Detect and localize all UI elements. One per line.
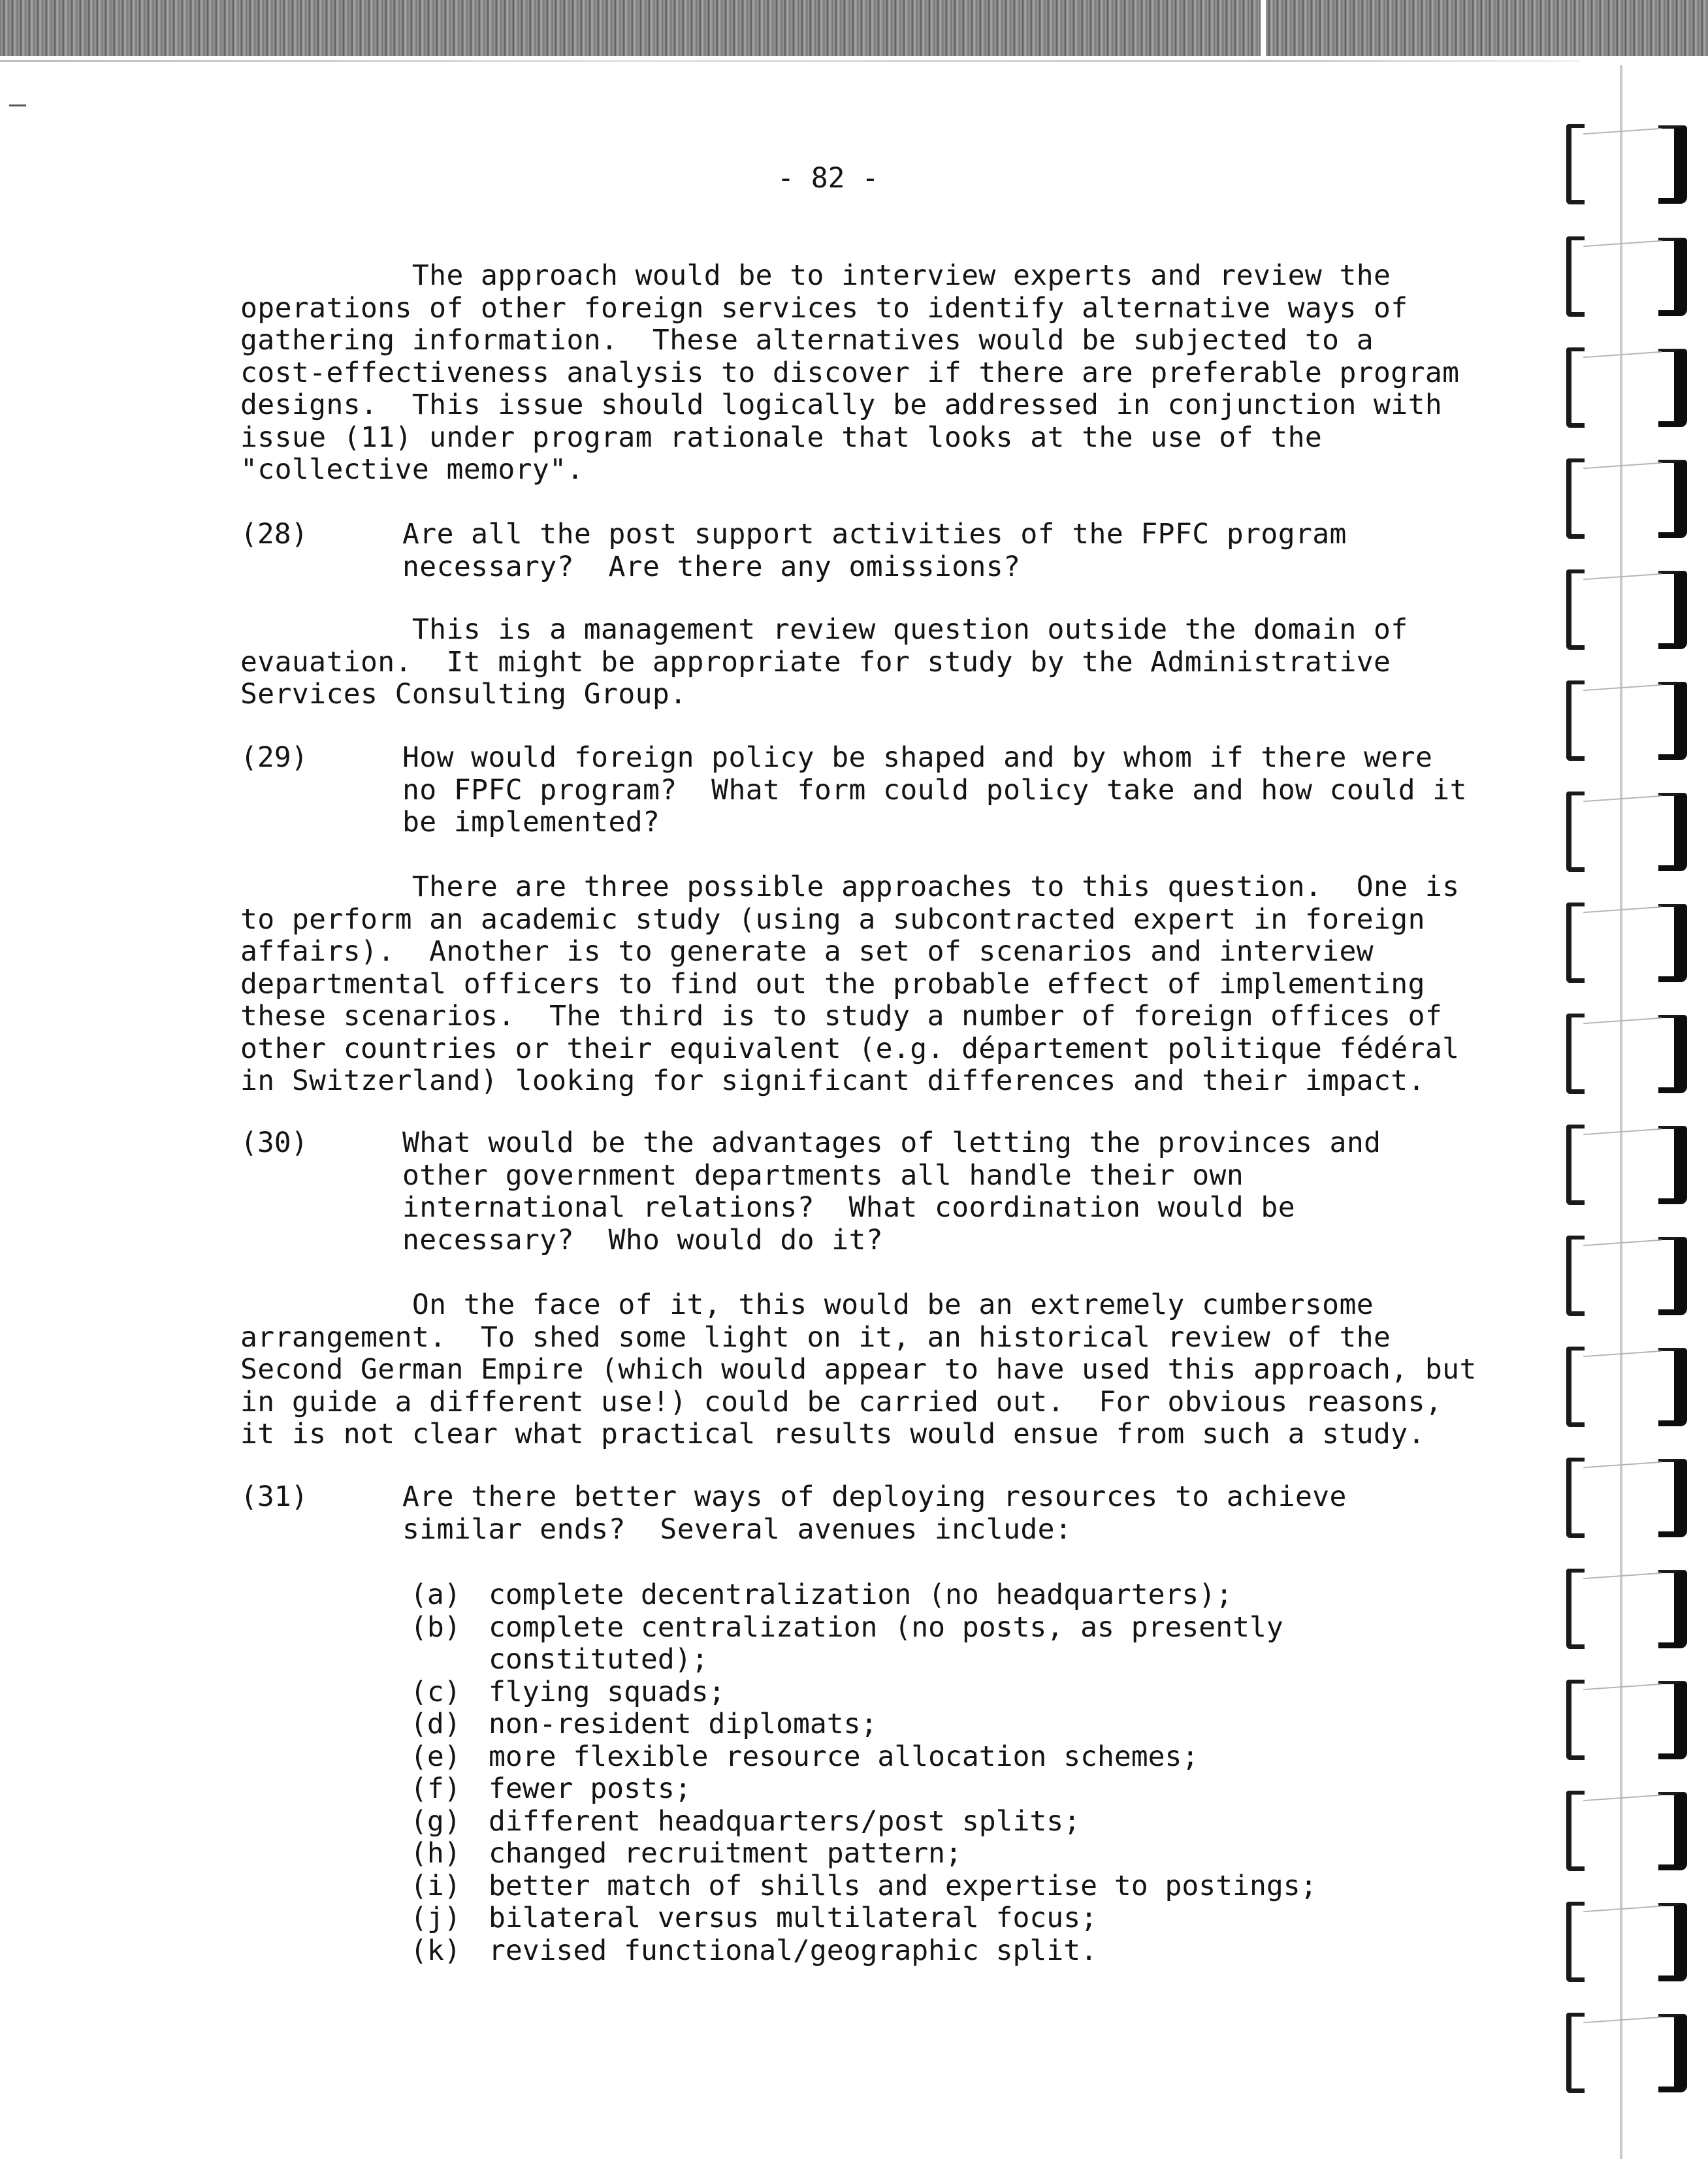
binding-ring (1566, 458, 1687, 536)
stray-mark (9, 104, 26, 106)
paragraph-approach: The approach would be to interview experts and review the operations of other foreign services to identify alternative ways of gathering information. These alternatives would be subjected to a cost-effectiveness analysis to discover if there are preferable program designs. This issue should logically be addressed in conjunction with issue (11) under program rationale that looks at the use of the "collective memory". (240, 259, 1460, 486)
binding-ring (1566, 2013, 1687, 2090)
list-item-label: (d) (410, 1708, 461, 1740)
binding-ring (1566, 124, 1687, 201)
paragraph-management-review: This is a management review question outside the domain of evauation. It might be appropriate for study by the Administrative Services Consulting Group. (240, 613, 1408, 711)
list-item-text: changed recruitment pattern; (489, 1837, 962, 1870)
question-31-text: Are there better ways of deploying resources to achieve similar ends? Several avenues include: (402, 1480, 1347, 1546)
binding-ring (1566, 1569, 1687, 1646)
binding-ring (1566, 680, 1687, 758)
paragraph-cumbersome-arrangement: On the face of it, this would be an extremely cumbersome arrangement. To shed some light on it, an historical review of the Second German Empire (which would appear to have used this approach, but in guide a different use!) could be carried out. For obvious reasons, it is not clear what practical results would ensue from such a study. (240, 1288, 1477, 1450)
list-item-text: different headquarters/post splits; (489, 1804, 1081, 1838)
list-item-text: better match of shills and expertise to postings; (489, 1869, 1317, 1902)
page-number: - 82 - (777, 162, 879, 195)
binding-ring (1566, 1680, 1687, 1757)
binding-ring (1566, 903, 1687, 980)
list-item-text: fewer posts; (489, 1772, 692, 1805)
binding-ring (1566, 1125, 1687, 1202)
question-28-number: (28) (240, 518, 308, 551)
list-item-text: revised functional/geographic split. (489, 1934, 1097, 1967)
question-30-number: (30) (240, 1127, 308, 1159)
binding-ring (1566, 569, 1687, 647)
list-item-label: (e) (410, 1740, 461, 1773)
paragraph-three-approaches: There are three possible approaches to this question. One is to perform an academic study (using a subcontracted expert in foreign affairs). Another is to generate a set of scenarios and interview departmental officers to find out the probable effect of implementing these scenarios. The third is to study a number of foreign offices of other countries or their equivalent (e.g. département politique fédéral in Switzerland) looking for significant differences and their impact. (240, 871, 1460, 1097)
list-item-text: bilateral versus multilateral focus; (489, 1902, 1097, 1934)
question-28-text: Are all the post support activities of the FPFC program necessary? Are there any omissions? (402, 518, 1347, 583)
binding-ring (1566, 1014, 1687, 1091)
list-item-label: (g) (410, 1804, 461, 1838)
binding-ring (1566, 1458, 1687, 1535)
list-item-label: (i) (410, 1869, 461, 1902)
question-30-text: What would be the advantages of letting the provinces and other government departments all handle their own international relations? What coordination would be necessary? Who would do it? (402, 1127, 1381, 1256)
list-item-text: flying squads; (489, 1675, 726, 1708)
binding-ring (1566, 1347, 1687, 1424)
binding-ring (1566, 1236, 1687, 1313)
list-item-label: (h) (410, 1837, 461, 1870)
question-29-number: (29) (240, 741, 308, 774)
list-item-label: (j) (410, 1902, 461, 1934)
binding-ring (1566, 1902, 1687, 1979)
scanner-edge-line (0, 60, 1581, 62)
scanner-edge-band (0, 0, 1708, 56)
spiral-binding (1555, 65, 1708, 2159)
list-item-text: complete centralization (no posts, as presently constituted); (489, 1610, 1283, 1676)
binding-ring (1566, 236, 1687, 313)
list-item-label: (k) (410, 1934, 461, 1967)
list-item-label: (b) (410, 1610, 461, 1644)
list-item-text: non-resident diplomats; (489, 1708, 878, 1740)
binding-ring (1566, 347, 1687, 424)
question-31-number: (31) (240, 1480, 308, 1513)
question-29-text: How would foreign policy be shaped and by whom if there were no FPFC program? What form could policy take and how could it be implemented? (402, 741, 1467, 839)
list-item-label: (f) (410, 1772, 461, 1805)
list-item-label: (c) (410, 1675, 461, 1708)
list-item-label: (a) (410, 1578, 461, 1611)
list-item-text: more flexible resource allocation schemes; (489, 1740, 1199, 1773)
binding-ring (1566, 792, 1687, 869)
binding-ring (1566, 1791, 1687, 1868)
list-item-text: complete decentralization (no headquarters); (489, 1578, 1233, 1611)
